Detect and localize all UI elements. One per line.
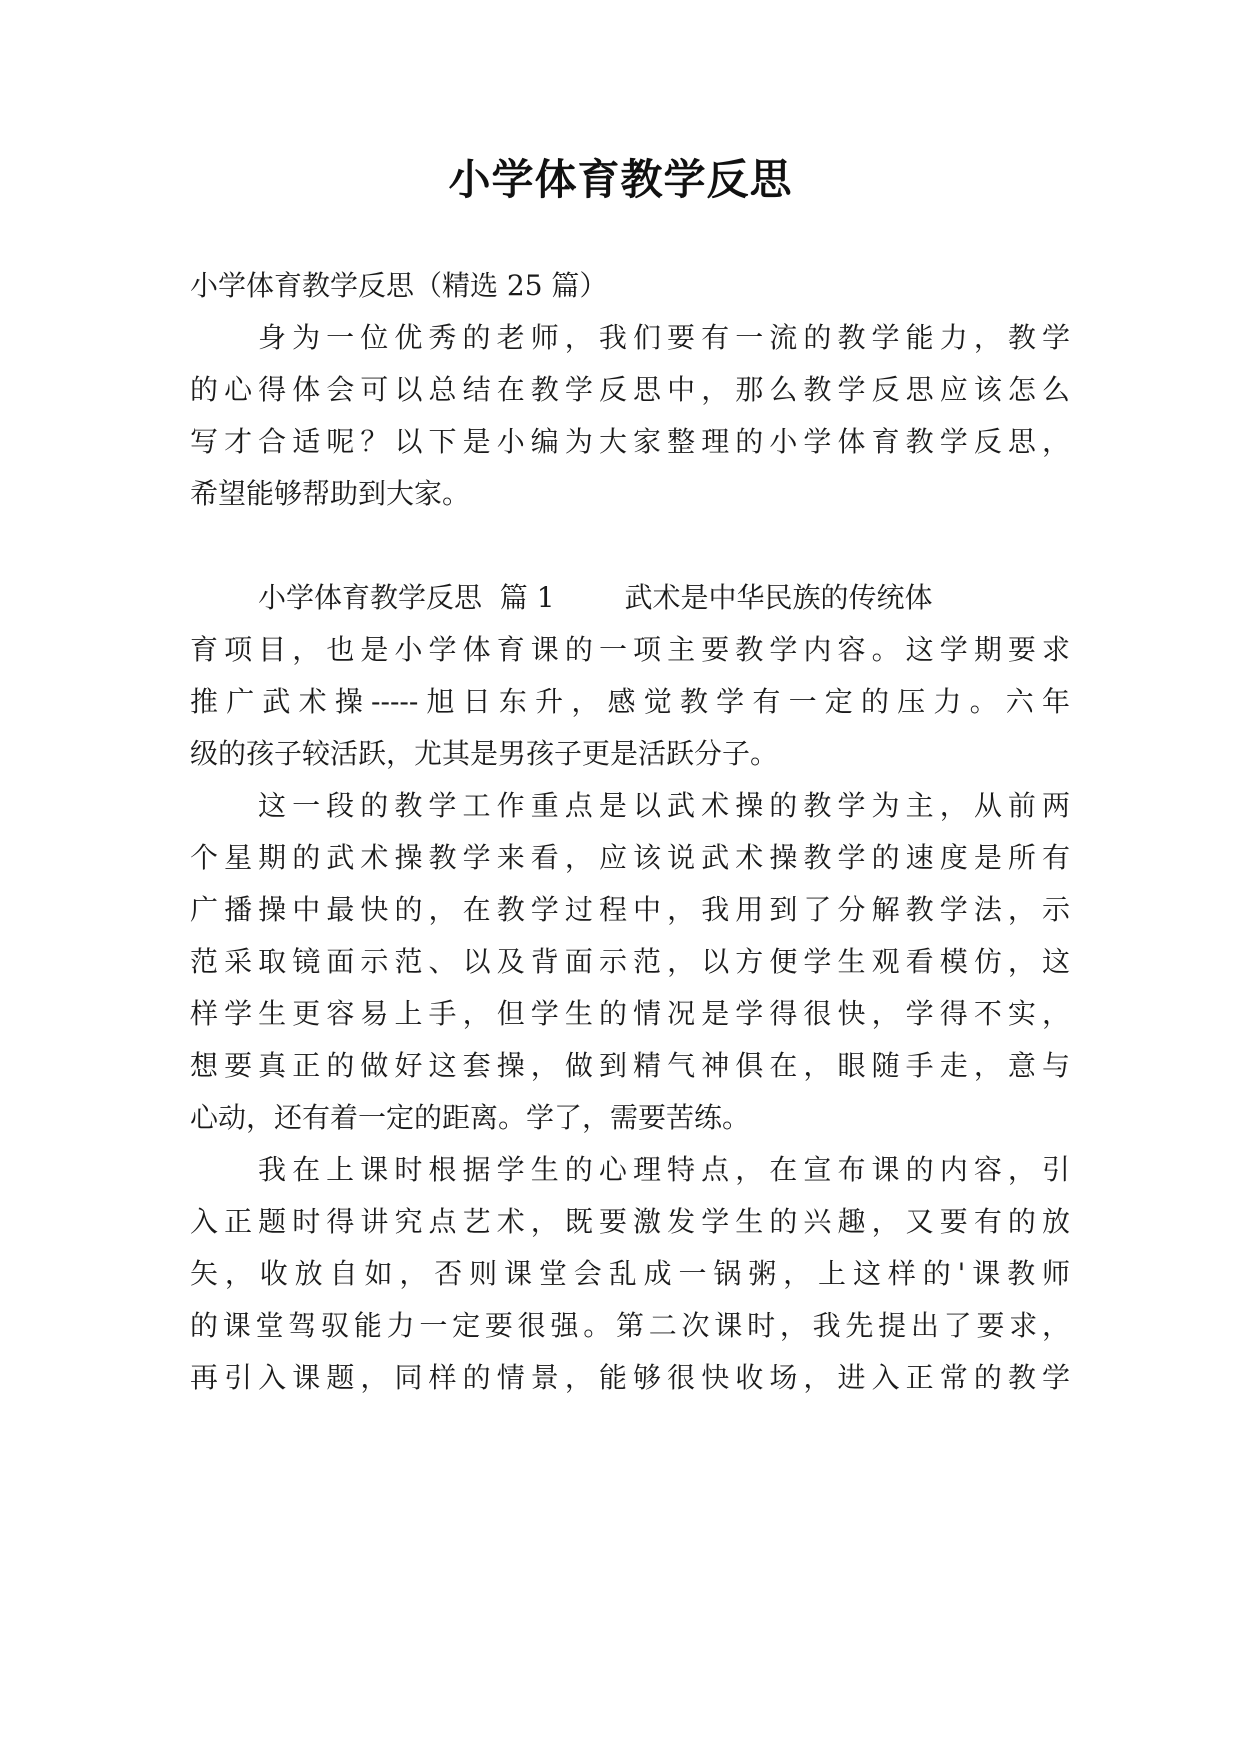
paragraph2-line: 个星期的武术操教学来看，应该说武术操教学的速度是所有 <box>190 841 1070 874</box>
section-line: 育项目，也是小学体育课的一项主要教学内容。这学期要求 <box>190 633 1070 666</box>
section-line: 级的孩子较活跃，尤其是男孩子更是活跃分子。 <box>190 737 779 770</box>
section-first-line <box>258 578 1070 618</box>
paragraph2-line: 这一段的教学工作重点是以武术操的教学为主，从前两 <box>258 789 1070 822</box>
paragraph2-line: 心动，还有着一定的距离。学了，需要苦练。 <box>190 1101 751 1134</box>
paragraph3-line: 再引入课题，同样的情景，能够很快收场，进入正常的教学 <box>190 1361 1070 1394</box>
intro-line: 写才合适呢？以下是小编为大家整理的小学体育教学反思， <box>190 425 1070 458</box>
section-line: 推广武术操-----旭日东升，感觉教学有一定的压力。六年 <box>190 685 1070 718</box>
paragraph2-line: 样学生更容易上手，但学生的情况是学得很快，学得不实， <box>190 997 1070 1030</box>
paragraph2-line: 想要真正的做好这套操，做到精气神俱在，眼随手走，意与 <box>190 1049 1070 1082</box>
document-title: 小学体育教学反思 <box>448 155 793 204</box>
paragraph2-line: 范采取镜面示范、以及背面示范，以方便学生观看模仿，这 <box>190 945 1070 978</box>
paragraph3-line: 矢，收放自如，否则课堂会乱成一锅粥，上这样的'课教师 <box>190 1257 1070 1290</box>
document-subtitle: 小学体育教学反思（精选 25 篇） <box>190 269 608 302</box>
paragraph3-line: 入正题时得讲究点艺术，既要激发学生的兴趣，又要有的放 <box>190 1205 1070 1238</box>
section-line: 武术是中华民族的传统体 <box>624 581 933 614</box>
paragraph3-line: 我在上课时根据学生的心理特点，在宣布课的内容，引 <box>258 1153 1070 1186</box>
paragraph3-line: 的课堂驾驭能力一定要很强。第二次课时，我先提出了要求， <box>190 1309 1070 1342</box>
intro-line: 希望能够帮助到大家。 <box>190 477 471 510</box>
section-heading: 小学体育教学反思 篇 1 <box>258 581 555 614</box>
intro-line: 身为一位优秀的老师，我们要有一流的教学能力，教学 <box>258 321 1070 354</box>
paragraph2-line: 广播操中最快的，在教学过程中，我用到了分解教学法，示 <box>190 893 1070 926</box>
intro-line: 的心得体会可以总结在教学反思中，那么教学反思应该怎么 <box>190 373 1070 406</box>
